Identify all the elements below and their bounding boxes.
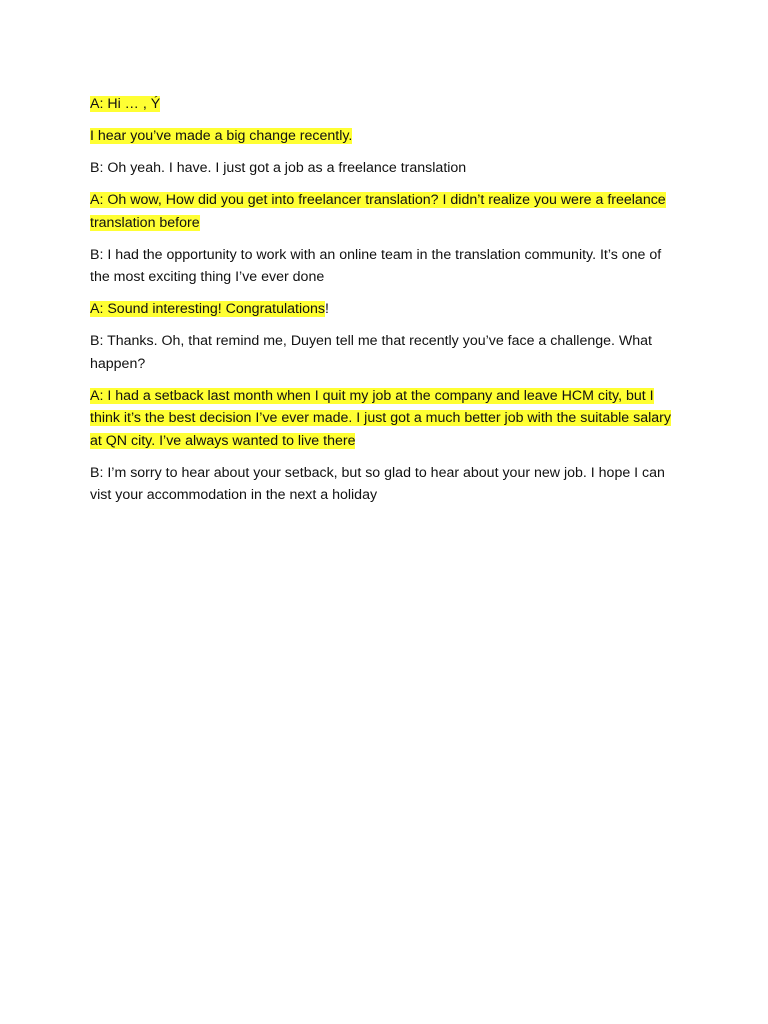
dialogue-line-b-challenge (90, 330, 680, 375)
dialogue-line-b-sorry (90, 462, 680, 507)
highlighted-text: A: Oh wow, How did you get into freelancer translation? I didn’t realize you were a freelance translation before (90, 192, 666, 231)
dialogue-line-b-freelance-job (90, 157, 680, 180)
dialogue-line-a-big-change (90, 125, 680, 148)
dialogue-line-b-opportunity (90, 244, 680, 289)
document-page (90, 93, 680, 516)
plain-text: B: I’m sorry to hear about your setback, but so glad to hear about your new job. I hope I can vist your accommodation in the next a holiday (90, 464, 665, 503)
plain-text: B: Thanks. Oh, that remind me, Duyen tell me that recently you’ve face a challenge. What happen? (90, 333, 652, 372)
highlighted-text: I hear you’ve made a big change recently. (90, 128, 353, 144)
plain-text-tail: ! (325, 301, 329, 317)
dialogue-line-a-setback (90, 385, 680, 453)
highlighted-text: A: Sound interesting! Congratulations (90, 301, 326, 317)
dialogue-line-a-greeting (90, 93, 680, 116)
dialogue-line-a-how-did-you (90, 189, 680, 234)
highlighted-text: A: Hi … , Ý (90, 96, 161, 112)
highlighted-text: A: I had a setback last month when I quit my job at the company and leave HCM city, but I think it’s the best decision I’ve ever made. I just got a much better job with the suitable salary at QN city. I’ve always wanted to live there (90, 387, 671, 449)
dialogue-line-a-congratulations (90, 298, 680, 321)
plain-text: B: I had the opportunity to work with an online team in the translation community. It’s one of the most exciting thing I’ve ever done (90, 246, 662, 285)
plain-text: B: Oh yeah. I have. I just got a job as a freelance translation (90, 160, 467, 176)
